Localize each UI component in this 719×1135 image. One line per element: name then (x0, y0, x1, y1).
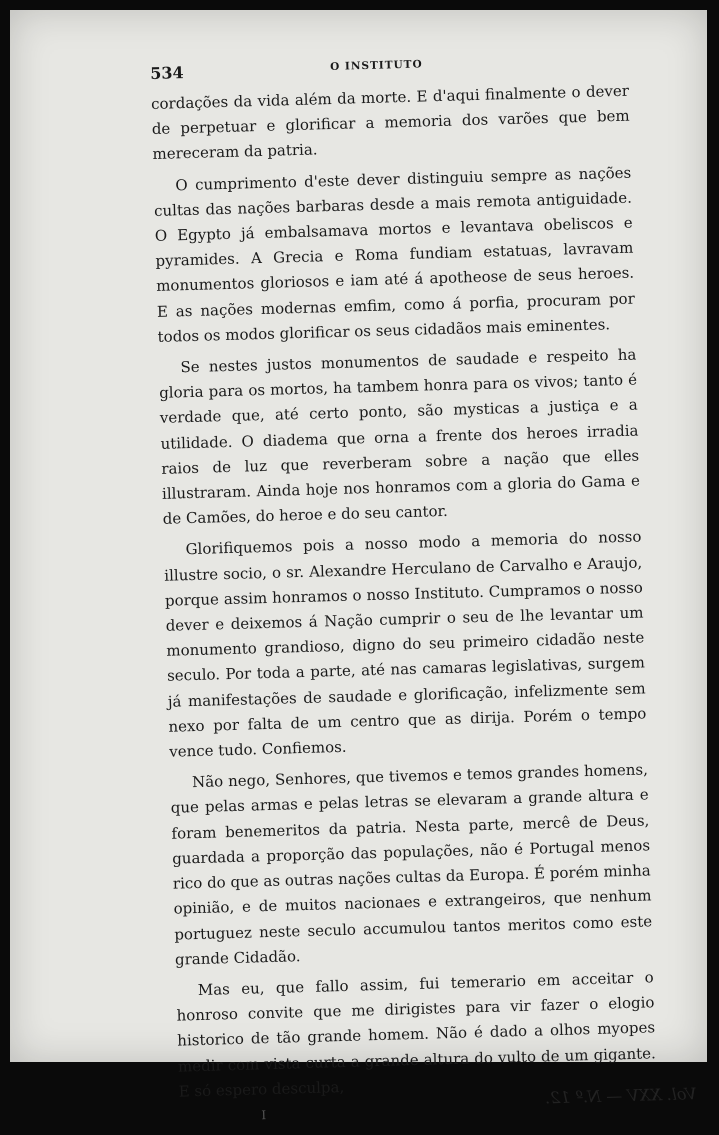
page-content (150, 51, 698, 1135)
paragraph-1: cordações da vida além da morte. E d'aqui finalmente o dever de perpetuar e glorificar a memoria dos varões que bem mereceram da patria. (150, 81, 630, 164)
paragraph-3: Se nestes justos monumentos de saudade e respeito ha gloria para os mortos, ha tambem honra para os vivos; tanto é verdade que, até certo ponto, são mysticas a justiça e a utilidade. O diadema que orna a frente dos heroes irradia raios de luz que reverberam sobre a nação que elles illustraram. Ainda hoje nos honramos com a gloria do Gama e de Camões, do heroe e do seu cantor. (158, 345, 641, 529)
paragraph-4: Glorifiquemos pois a nosso modo a memoria do nosso illustre socio, o sr. Alexandre Herculano de Carvalho e Araujo, porque assim honramos o nosso Instituto. Cumpramos o nosso dever e deixemos á Nação cumprir o seu de lhe levantar um monumento grandioso, digno do seu primeiro cidadão neste seculo. Por toda a parte, até nas camaras legislativas, surgem já manifestações de saudade e glorificação, infelizmente sem nexo por falta de um centro que as dirija. Porém o tempo vence tudo. Confiemos. (164, 527, 647, 761)
scanned-page (10, 10, 707, 1123)
paragraph-5: Não nego, Senhores, que tivemos e temos grandes homens, que pelas armas e pelas letras se elevaram a grande altura e foram benemeritos da patria. Nesta parte, mercê de Deus, guardada a proporção das populações, não é Portugal menos rico do que as outras nações cultas da Europa. É porém minha opinião, e de muitos nacionaes e extrangeiros, que nenhum portuguez neste seculo accumulou tantos meritos como este grande Cidadão. (170, 760, 653, 969)
running-title: O INSTITUTO (329, 58, 423, 73)
volume-mark: Vol. XXV — N.º 12. (545, 1084, 698, 1108)
signature-mark: I (261, 1108, 267, 1123)
paragraph-2: O cumprimento d'este dever distinguiu sempre as nações cultas das nações barbaras desde a mais remota antiguidade. O Egypto já embalsamava mortos e levantava obeliscos e pyramides. A Grecia e Roma fundiam estatuas, lavravam monumentos gloriosos e iam até á apotheose de seus heroes. E as nações modernas emfim, como á porfia, procuram por todos os modos glorificar os seus cidadãos mais eminentes. (153, 163, 635, 346)
page-number: 534 (150, 63, 184, 83)
paragraph-6: Mas eu, que fallo assim, fui temerario em acceitar o honroso convite que me dirigistes para vir fazer o elogio historico de tão grande homem. Não é dado a olhos myopes medir com vista curta a grande altura do vulto de um gigante. E só espero desculpa, (176, 968, 657, 1101)
